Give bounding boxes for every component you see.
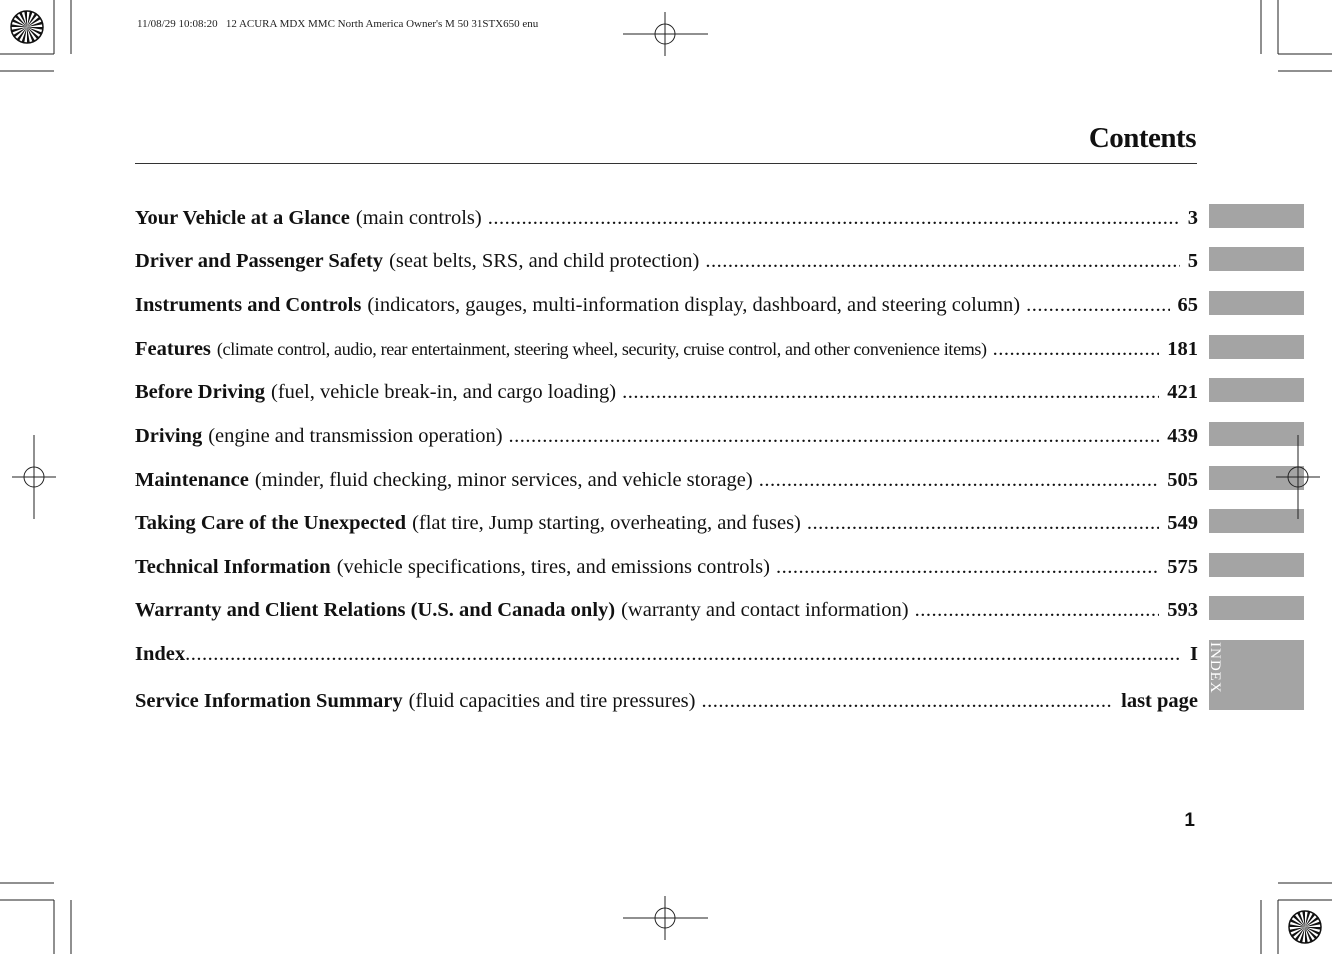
entry-description: (vehicle specifications, tires, and emissions controls) [336, 556, 770, 578]
entry-page: 593 [1167, 599, 1198, 621]
entry-heading: Features [135, 338, 211, 360]
registration-star-mark [11, 11, 43, 43]
entry-description: (minder, fluid checking, minor services, and vehicle storage) [254, 469, 753, 491]
entry-page: 3 [1187, 207, 1198, 229]
entry-heading: Index [135, 643, 186, 665]
entry-heading: Driving [135, 425, 203, 447]
entry-heading: Before Driving [135, 381, 265, 403]
entry-page: 549 [1167, 512, 1198, 534]
entry-heading: Warranty and Client Relations (U.S. and Canada only) [135, 599, 616, 621]
entry-description: (flat tire, Jump starting, overheating, and fuses) [412, 512, 801, 534]
entry-description: (climate control, audio, rear entertainment, steering wheel, security, cruise control, and other convenience items) [216, 339, 987, 359]
entry-description: (seat belts, SRS, and child protection) [389, 250, 700, 272]
entry-description: (main controls) [355, 207, 482, 229]
entry-description: (engine and transmission operation) [208, 425, 503, 447]
page-number: 1 [1184, 810, 1195, 831]
entry-page: last page [1121, 690, 1198, 712]
entry-description: (warranty and contact information) [621, 599, 909, 621]
entry-heading: Taking Care of the Unexpected [135, 512, 407, 534]
registration-star-mark [1289, 911, 1321, 943]
entry-page: 505 [1167, 469, 1198, 491]
entry-page: 181 [1167, 338, 1198, 360]
entry-page: 439 [1167, 425, 1198, 447]
entry-description: (fuel, vehicle break-in, and cargo loading) [271, 381, 617, 403]
entry-description: (fluid capacities and tire pressures) [408, 690, 696, 712]
index-tab-label: INDEX [1207, 642, 1223, 694]
entry-heading: Instruments and Controls [135, 294, 362, 316]
entry-heading: Maintenance [135, 469, 249, 491]
entry-page: 575 [1167, 556, 1198, 578]
entry-page: 5 [1187, 250, 1198, 272]
entry-heading: Technical Information [135, 556, 331, 578]
entry-page: 65 [1177, 294, 1198, 316]
print-header: 11/08/29 10:08:20 12 ACURA MDX MMC North America Owner's M 50 31STX650 enu [137, 18, 539, 30]
entry-heading: Your Vehicle at a Glance [135, 207, 350, 229]
entry-page: I [1190, 643, 1198, 665]
entry-heading: Service Information Summary [135, 690, 403, 712]
entry-description: (indicators, gauges, multi-information display, dashboard, and steering column) [367, 294, 1021, 316]
page-title: Contents [1088, 122, 1196, 154]
entry-page: 421 [1167, 381, 1198, 403]
entry-heading: Driver and Passenger Safety [135, 250, 384, 272]
